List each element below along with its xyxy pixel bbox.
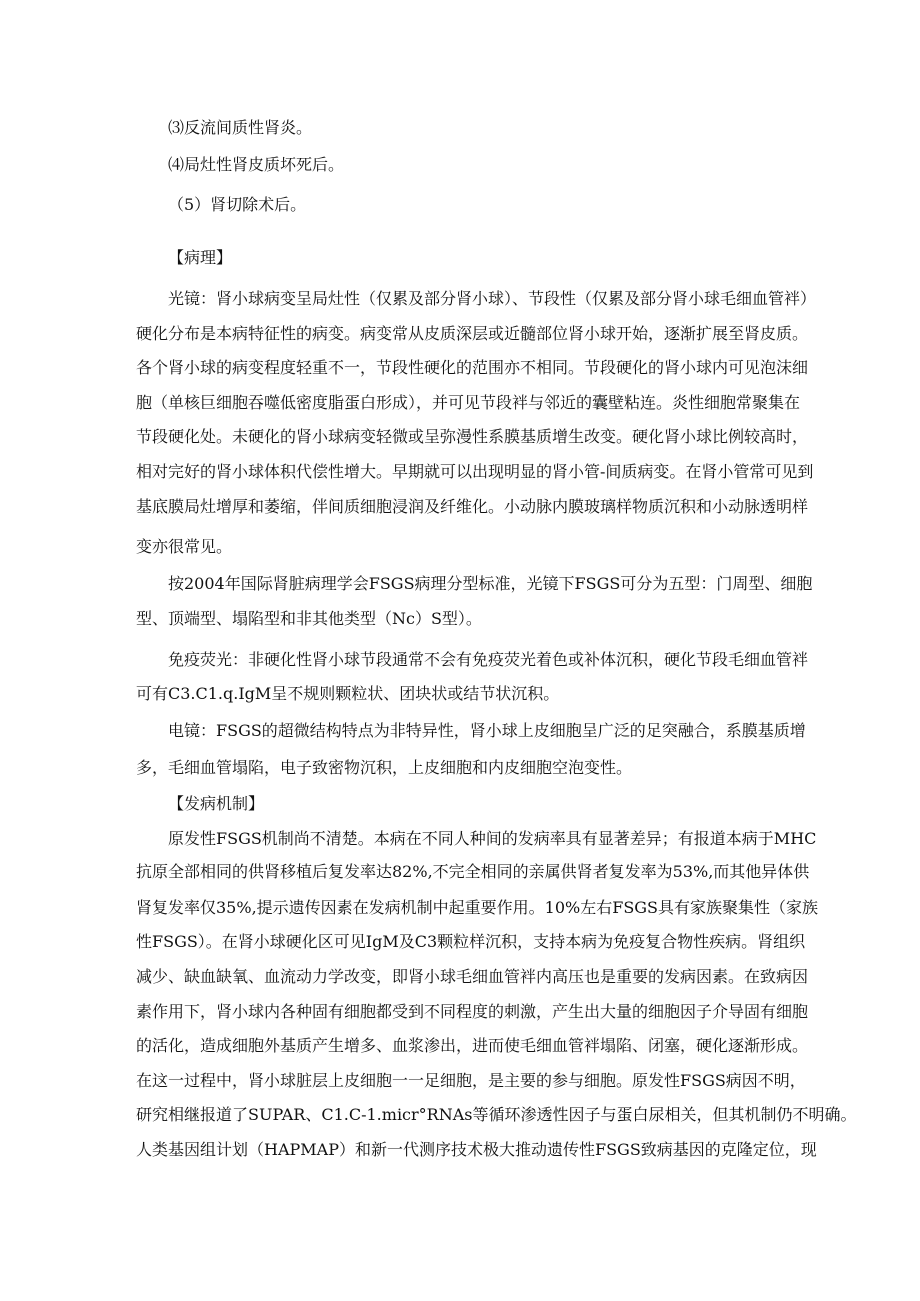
electron-microscopy-line: 多，毛细血管塌陷，电子致密物沉积，上皮细胞和内皮细胞空泡变性。 [136,758,633,777]
lm-line: 各个肾小球的病变程度轻重不一，节段性硬化的范围亦不相同。节段硬化的肾小球内可见泡沫细 [136,358,809,377]
lm-line: 硬化分布是本病特征性的病变。病变常从皮质深层或近髓部位肾小球开始，逐渐扩展至肾皮质。 [136,324,809,343]
mechanism-line: 原发性FSGS机制尚不清楚。本病在不同人种间的发病率具有显著差异；有报道本病于MHC [168,829,817,848]
classification-line: 按2004年国际肾脏病理学会FSGS病理分型标准，光镜下FSGS可分为五型：门周型、细胞 [168,574,813,593]
list-item-4: ⑷局灶性肾皮质坏死后。 [168,155,345,174]
lm-line: 胞（单核巨细胞吞噬低密度脂蛋白形成），并可见节段袢与邻近的囊壁粘连。炎性细胞常聚集在 [136,393,801,412]
immunofluorescence-line: 免疫荧光：非硬化性肾小球节段通常不会有免疫荧光着色或补体沉积，硬化节段毛细血管袢 [168,650,809,669]
list-item-3: ⑶反流间质性肾炎。 [168,118,313,137]
lm-line: 光镜：肾小球病变呈局灶性（仅累及部分肾小球）、节段性（仅累及部分肾小球毛细血管袢） [168,289,817,308]
mechanism-line: 抗原全部相同的供肾移植后复发率达82%,不完全相同的亲属供肾者复发率为53%,而其他异体供 [136,862,810,881]
mechanism-line: 素作用下，肾小球内各种固有细胞都受到不同程度的刺激，产生出大量的细胞因子介导固有细胞 [136,1002,809,1021]
electron-microscopy-line: 电镜：FSGS的超微结构特点为非特异性，肾小球上皮细胞呈广泛的足突融合，系膜基质增 [168,721,806,740]
mechanism-line: 肾复发率仅35%,提示遗传因素在发病机制中起重要作用。10%左右FSGS具有家族聚集性（家族 [136,898,819,917]
mechanism-line: 性FSGS）。在肾小球硬化区可见IgM及C3颗粒样沉积，支持本病为免疫复合物性疾病。肾组织 [136,932,806,951]
list-item-5: （5）肾切除术后。 [168,195,307,214]
pathology-heading: 【病理】 [168,248,233,267]
lm-line: 相对完好的肾小球体积代偿性增大。早期就可以出现明显的肾小管-间质病变。在肾小管常可见到 [136,462,814,481]
classification-line: 型、顶端型、塌陷型和非其他类型（Nc）S型）。 [136,609,482,628]
lm-line: 基底膜局灶增厚和萎缩，伴间质细胞浸润及纤维化。小动脉内膜玻璃样物质沉积和小动脉透明样 [136,497,809,516]
mechanism-line: 研究相继报道了SUPAR、C1.C-1.micr°RNAs等循环渗透性因子与蛋白尿相关，但其机制仍不明确。 [136,1105,857,1124]
mechanism-line: 减少、缺血缺氧、血流动力学改变，即肾小球毛细血管袢内高压也是重要的发病因素。在致病因 [136,967,809,986]
mechanism-line: 在这一过程中，肾小球脏层上皮细胞一一足细胞，是主要的参与细胞。原发性FSGS病因不明， [136,1071,806,1090]
lm-line: 变亦很常见。 [136,537,233,556]
lm-line: 节段硬化处。未硬化的肾小球病变轻微或呈弥漫性系膜基质增生改变。硬化肾小球比例较高时， [136,427,809,446]
mechanism-line: 人类基因组计划（HAPMAP）和新一代测序技术极大推动遗传性FSGS致病基因的克隆定位，现 [136,1140,817,1159]
mechanism-line: 的活化，造成细胞外基质产生增多、血浆渗出，进而使毛细血管袢塌陷、闭塞，硬化逐渐形成。 [136,1036,809,1055]
mechanism-heading: 【发病机制】 [168,794,265,813]
immunofluorescence-line: 可有C3.C1.q.IgM呈不规则颗粒状、团块状或结节状沉积。 [136,684,560,703]
